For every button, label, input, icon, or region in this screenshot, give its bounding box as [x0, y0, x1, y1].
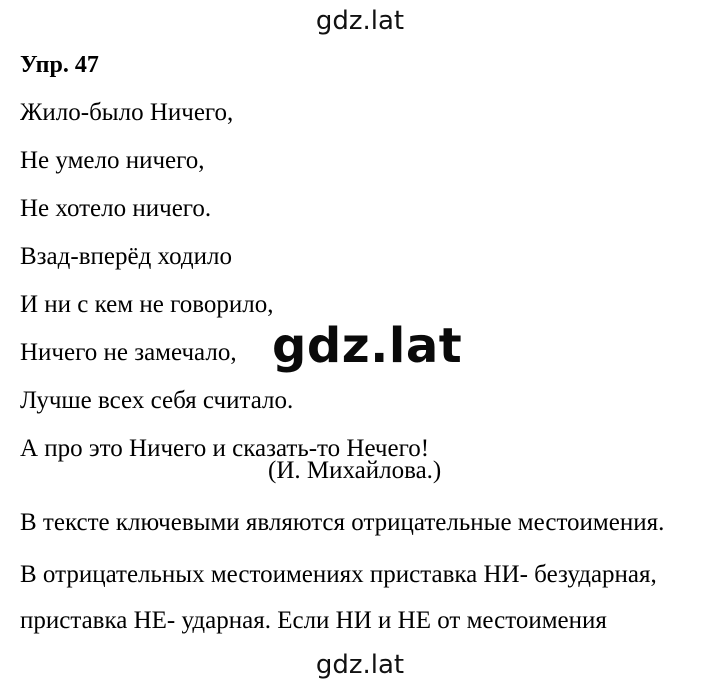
poem-line: И ни с кем не говорило,: [20, 291, 274, 318]
poem-line: Взад-вперёд ходило: [20, 243, 232, 270]
poem: [20, 98, 429, 482]
poem-line: А про это Ничего и сказать-то Нечего!: [20, 435, 430, 462]
watermark-center: gdz.lat: [272, 318, 463, 374]
explanation-line: В отрицательных местоимениях приставка НИ- безударная,: [20, 561, 657, 588]
poem-line: Не хотело ничего.: [20, 195, 212, 222]
poem-line: Лучше всех себя считало.: [20, 387, 294, 414]
poem-author: (И. Михайлова.): [268, 457, 442, 484]
exercise-title: Упр. 47: [20, 52, 99, 78]
watermark-top: gdz.lat: [315, 6, 405, 36]
explanation-line: приставка НЕ- ударная. Если НИ и НЕ от местоимения: [20, 607, 607, 634]
watermark-bottom: gdz.lat: [315, 650, 405, 680]
poem-line: Не умело ничего,: [20, 147, 205, 174]
poem-line: Жило-было Ничего,: [20, 99, 234, 126]
poem-line: Ничего не замечало,: [20, 339, 237, 366]
explanation-line: В тексте ключевыми являются отрицательные местоимения.: [20, 509, 665, 536]
